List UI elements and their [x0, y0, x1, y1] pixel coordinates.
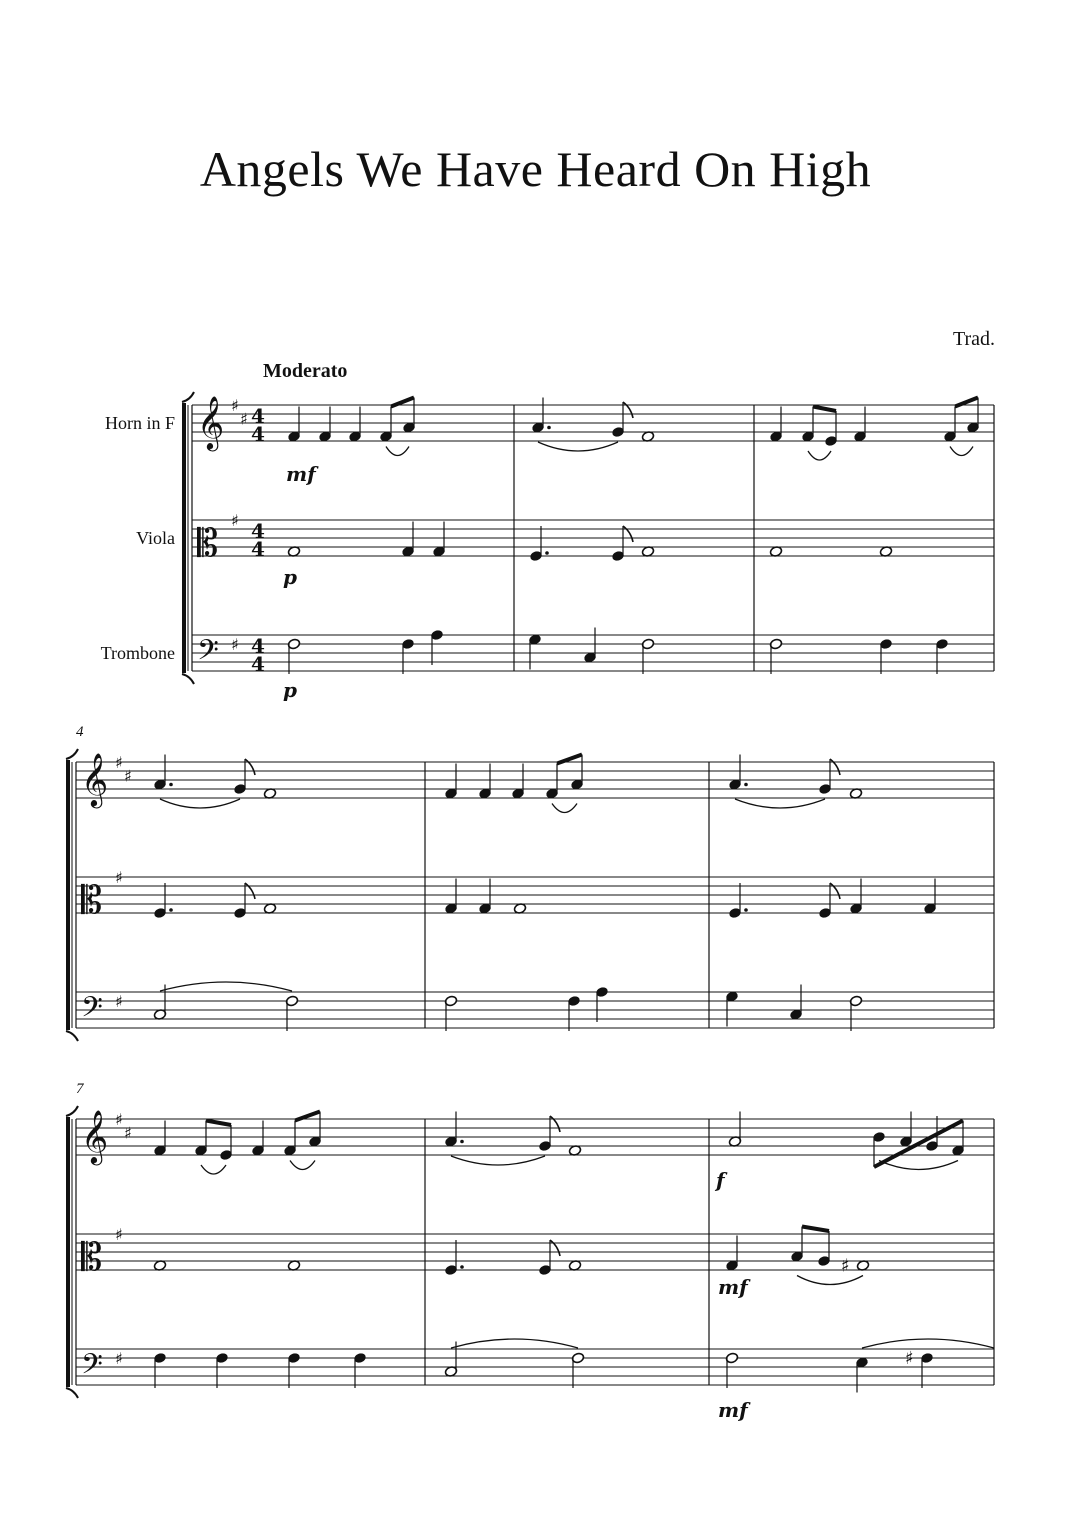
note-flag — [245, 759, 255, 775]
slur — [290, 1161, 315, 1170]
dynamic-horn-m9: f — [716, 1168, 725, 1192]
slur — [160, 982, 292, 991]
note-beam — [874, 1121, 963, 1168]
note-beam — [802, 1227, 829, 1232]
instrument-label-horn: Horn in F — [104, 413, 175, 433]
composer-credit: Trad. — [952, 328, 995, 350]
note-flag — [245, 883, 255, 899]
note-flag — [623, 526, 633, 542]
measure-number-7: 7 — [76, 1081, 84, 1097]
slur — [201, 1165, 226, 1174]
note-dot — [547, 426, 551, 430]
key-signature-sharp: ♯ — [231, 635, 239, 654]
system-bracket — [182, 674, 194, 684]
alto-clef-icon: 𝄡 — [197, 521, 219, 565]
slur — [538, 442, 618, 451]
note-dot — [545, 551, 549, 555]
note-flag — [830, 883, 840, 899]
key-signature-sharp: ♯ — [115, 1349, 123, 1368]
measure-number-4: 4 — [76, 724, 84, 740]
system-bracket — [66, 749, 78, 759]
key-signature-sharp: ♯ — [115, 992, 123, 1011]
alto-clef-icon: 𝄡 — [81, 1235, 103, 1279]
key-signature-sharp: ♯ — [115, 753, 123, 772]
accidental-sharp: ♯ — [841, 1255, 850, 1277]
key-signature-sharp: ♯ — [240, 409, 248, 429]
time-signature-top: 4 — [251, 404, 265, 428]
accidental-sharp: ♯ — [905, 1348, 914, 1369]
note-flag — [830, 759, 840, 775]
slur — [386, 447, 409, 456]
note-dot — [744, 908, 748, 912]
slur — [808, 451, 831, 460]
treble-clef-icon: 𝄞 — [197, 395, 225, 449]
slur — [451, 1339, 578, 1348]
slur — [950, 447, 973, 456]
key-signature-sharp: ♯ — [115, 1110, 123, 1129]
slur — [862, 1339, 994, 1348]
key-signature-sharp: ♯ — [231, 396, 239, 415]
time-signature-bottom: 4 — [251, 537, 265, 561]
dynamic-horn-m1: mf — [286, 462, 316, 486]
dynamic-trombone-m1: p — [283, 678, 297, 702]
bass-clef-icon: 𝄢 — [81, 991, 103, 1031]
key-signature-sharp: ♯ — [124, 766, 132, 786]
note-dot — [460, 1265, 464, 1269]
dynamic-viola-m1: p — [283, 565, 297, 589]
time-signature-bottom: 4 — [251, 422, 265, 446]
bass-clef-icon: 𝄢 — [197, 634, 219, 674]
note-beam — [206, 1121, 231, 1126]
dynamic-trombone-m9: mf — [718, 1398, 748, 1422]
dynamic-viola-m9: mf — [718, 1275, 748, 1299]
slur — [735, 799, 825, 808]
system-bracket — [66, 1388, 78, 1398]
slur — [552, 804, 577, 813]
system-bracket — [66, 1031, 78, 1041]
note-dot — [169, 908, 173, 912]
note-dot — [460, 1140, 464, 1144]
key-signature-sharp: ♯ — [115, 1225, 123, 1244]
note-dot — [744, 783, 748, 787]
slur — [879, 1161, 958, 1170]
instrument-label-viola: Viola — [136, 528, 175, 548]
key-signature-sharp: ♯ — [115, 868, 123, 887]
system-bracket — [182, 392, 194, 402]
time-signature-top: 4 — [251, 519, 265, 543]
slur — [797, 1276, 863, 1285]
tempo-marking: Moderato — [263, 360, 348, 382]
bass-clef-icon: 𝄢 — [81, 1348, 103, 1388]
key-signature-sharp: ♯ — [231, 511, 239, 530]
treble-clef-icon: 𝄞 — [81, 752, 109, 806]
slur — [451, 1156, 545, 1165]
instrument-label-trombone: Trombone — [100, 643, 175, 663]
key-signature-sharp: ♯ — [124, 1123, 132, 1143]
note-beam — [813, 407, 836, 412]
time-signature-bottom: 4 — [251, 652, 265, 676]
system-bracket — [66, 1106, 78, 1116]
score-title: Angels We Have Heard On High — [199, 141, 872, 197]
slur — [160, 799, 240, 808]
note-flag — [550, 1240, 560, 1256]
note-dot — [169, 783, 173, 787]
note-flag — [550, 1116, 560, 1132]
treble-clef-icon: 𝄞 — [81, 1109, 109, 1163]
time-signature-top: 4 — [251, 634, 265, 658]
note-flag — [623, 402, 633, 418]
alto-clef-icon: 𝄡 — [81, 878, 103, 922]
